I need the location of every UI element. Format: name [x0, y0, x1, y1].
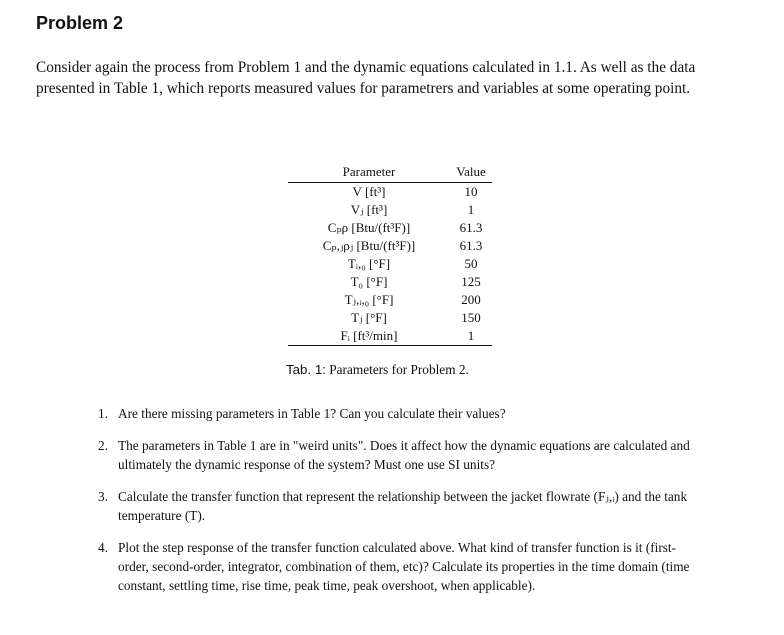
table-caption: [286, 362, 469, 378]
question-item: [98, 404, 698, 423]
question-text: Plot the step response of the transfer function calculated above. What kind of transfer function is it (first-order, second-order, integrator, combination of them, etc)? Calculate its properties in the time domain (time constant, settling time, rise time, peak time, peak overshoot, when applicable).: [118, 540, 690, 593]
question-item: [98, 538, 698, 595]
table-header-row: [288, 161, 492, 183]
value-cell: 1: [467, 328, 475, 343]
header-value: Value: [456, 164, 486, 179]
question-number: 3.: [98, 489, 108, 504]
table-row: [288, 219, 492, 237]
value-cell: 1: [467, 202, 475, 217]
table-row: [288, 291, 492, 309]
param-cell: Cₚ,ⱼρⱼ [Btu/(ft³F)]: [322, 238, 416, 253]
param-cell: Vⱼ [ft³]: [350, 202, 388, 217]
param-cell: Tⱼ,ᵢ,₀ [°F]: [344, 292, 394, 307]
parameters-table: [288, 161, 492, 346]
table-row: [288, 273, 492, 291]
value-cell: 150: [461, 310, 481, 325]
header-parameter: Parameter: [342, 164, 396, 179]
table-row: [288, 201, 492, 219]
question-number: 1.: [98, 406, 108, 421]
question-item: [98, 436, 698, 474]
value-cell: 50: [464, 256, 478, 271]
intro-paragraph: Consider again the process from Problem 1 and the dynamic equations calculated in 1.1. As well as the data presented in Table 1, which reports measured values for parametrers and variables at some operating point.: [36, 59, 696, 97]
value-cell: 10: [464, 184, 478, 199]
value-cell: 61.3: [459, 238, 483, 253]
question-number: 2.: [98, 438, 108, 453]
param-cell: Tⱼ [°F]: [351, 310, 387, 325]
param-cell: Tᵢ,₀ [°F]: [347, 256, 391, 271]
table-row: [288, 183, 492, 202]
caption-text: Parameters for Problem 2.: [329, 362, 469, 377]
value-cell: 200: [461, 292, 481, 307]
param-cell: Cₚρ [Btu/(ft³F)]: [327, 220, 411, 235]
table-row: [288, 309, 492, 327]
question-list: [98, 404, 698, 608]
question-number: 4.: [98, 540, 108, 555]
question-text: The parameters in Table 1 are in "weird units". Does it affect how the dynamic equations are calculated and ultimately the dynamic response of the system? Must one use SI units?: [118, 438, 690, 472]
param-cell: V [ft³]: [352, 184, 386, 199]
table-row: [288, 237, 492, 255]
value-cell: 125: [461, 274, 481, 289]
caption-label: Tab. 1:: [286, 362, 326, 377]
param-cell: T₀ [°F]: [350, 274, 388, 289]
question-text: Are there missing parameters in Table 1? Can you calculate their values?: [118, 406, 506, 421]
table-row: [288, 327, 492, 346]
table-row: [288, 255, 492, 273]
question-text: Calculate the transfer function that represent the relationship between the jacket flowrate (Fⱼ,ᵢ) and the tank temperature (T).: [118, 489, 688, 523]
problem-heading: Problem 2: [36, 13, 124, 33]
question-item: [98, 487, 698, 525]
value-cell: 61.3: [459, 220, 483, 235]
param-cell: Fᵢ [ft³/min]: [340, 328, 398, 343]
